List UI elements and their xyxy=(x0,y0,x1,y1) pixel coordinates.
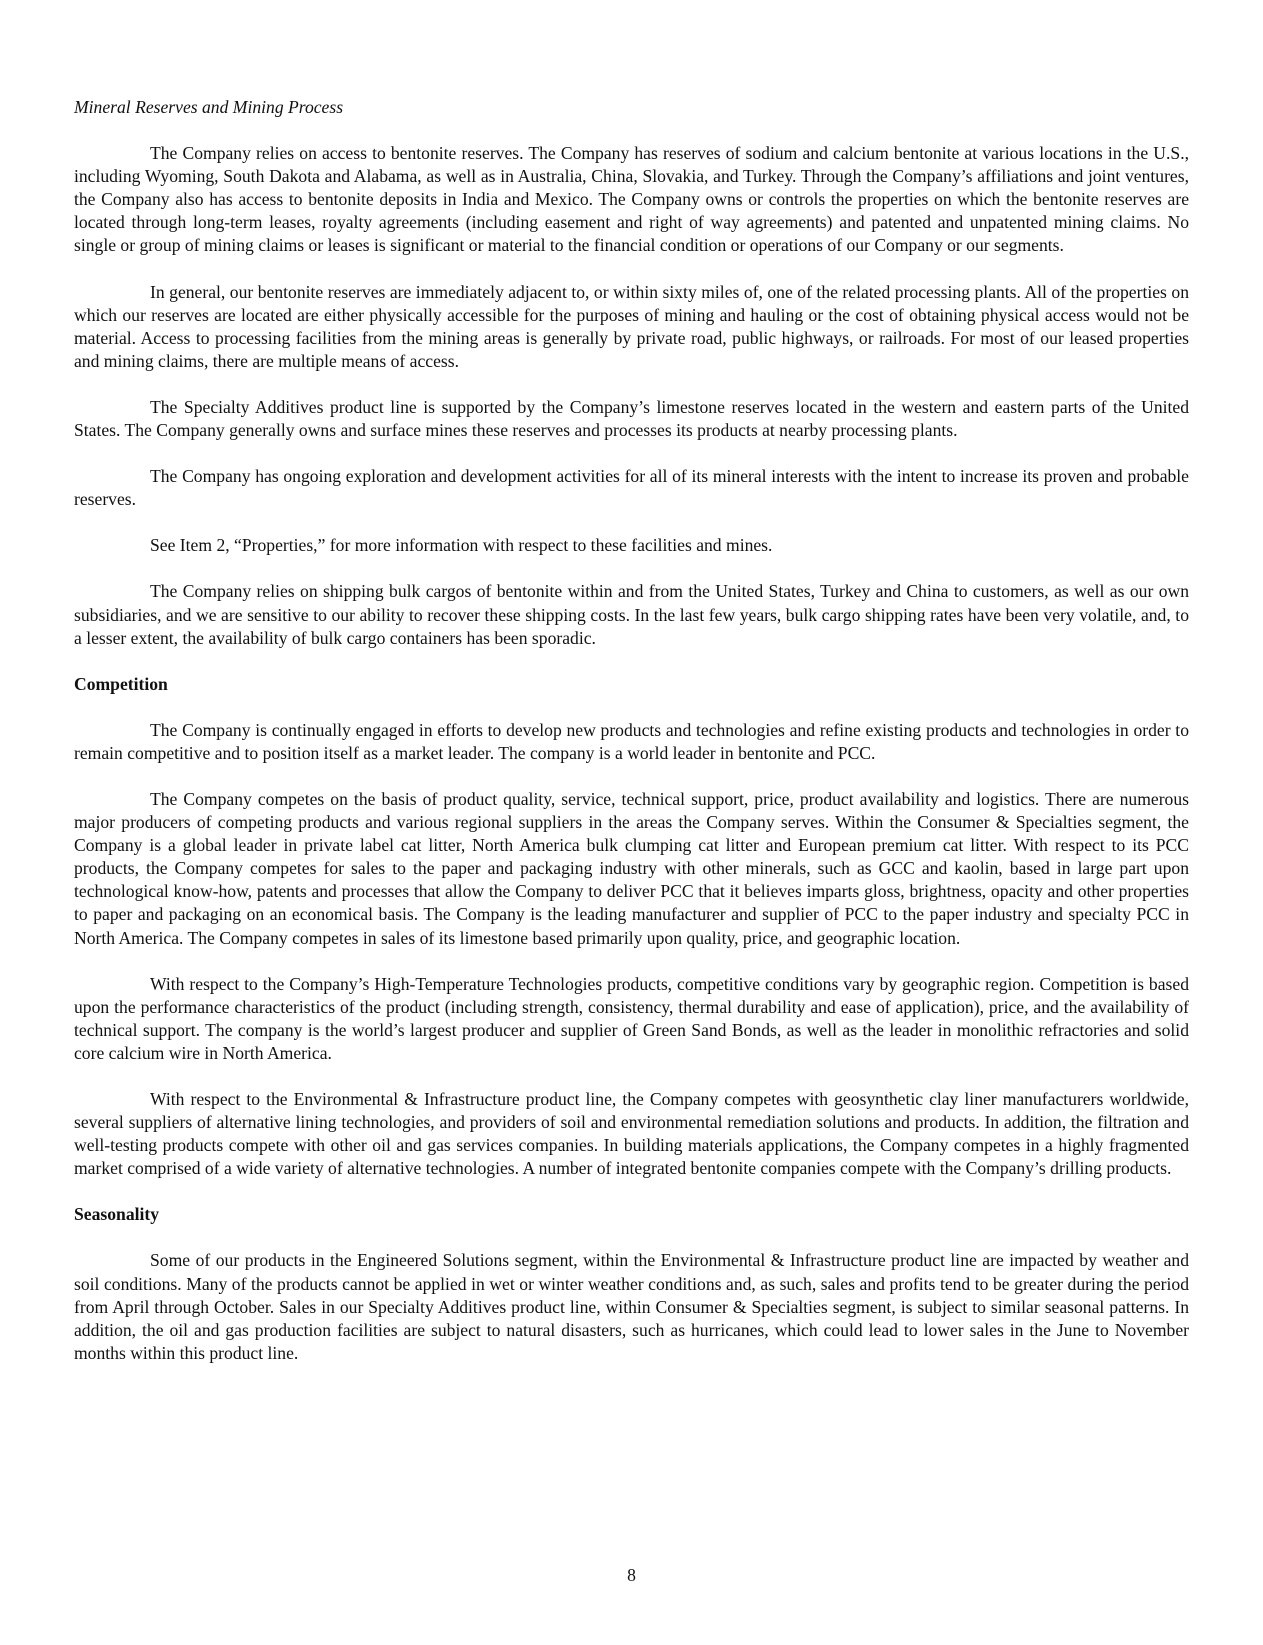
section-heading-competition: Competition xyxy=(74,673,168,694)
paragraph-competition-efforts: The Company is continually engaged in efforts to develop new products and technologies and refine existing products and technologies in order to remain competitive and to position itself as a market leader. The company is a world leader in bentonite and PCC. xyxy=(74,719,1189,763)
paragraph-competition-basis: The Company competes on the basis of product quality, service, technical support, price, product availability and logistics. There are numerous major producers of competing products and various regional suppliers in the areas the Company serves. Within the Consumer & Specialties segment, the Company is a global leader in private label cat litter, North America bulk clumping cat litter and European premium cat litter. With respect to its PCC products, the Company competes for sales to the paper and packaging industry with other minerals, such as GCC and kaolin, based in large part upon technological know-how, patents and processes that allow the Company to deliver PCC that it believes imparts gloss, brightness, opacity and other properties to paper and packaging on an economical basis. The Company is the leading manufacturer and supplier of PCC to the paper industry and specialty PCC in North America. The Company competes in sales of its limestone based primarily upon quality, price, and geographic location. xyxy=(74,788,1189,948)
paragraph-bentonite-reserves: The Company relies on access to bentonite reserves. The Company has reserves of sodium and calcium bentonite at various locations in the U.S., including Wyoming, South Dakota and Alabama, as well as in Australia, China, Slovakia, and Turkey. Through the Company’s affiliations and joint ventures, the Company also has access to bentonite deposits in India and Mexico. The Company owns or controls the properties on which the bentonite reserves are located through long-term leases, royalty agreements (including easement and right of way agreements) and patented and unpatented mining claims. No single or group of mining claims or leases is significant or material to the financial condition or operations of our Company or our segments. xyxy=(74,143,1189,256)
section-heading-seasonality: Seasonality xyxy=(74,1204,160,1225)
paragraph-limestone-reserves: The Specialty Additives product line is supported by the Company’s limestone reserves located in the western and eastern parts of the United States. The Company generally owns and surface mines these reserves and processes its products at nearby processing plants. xyxy=(74,396,1189,441)
paragraph-seasonality: Some of our products in the Engineered Solutions segment, within the Environmental & Infrastructure product line are impacted by weather and soil conditions. Many of the products cannot be applied in wet or winter weather conditions and, as such, sales and profits tend to be greater during the period from April through October. Sales in our Specialty Additives product line, within Consumer & Specialties segment, is subject to similar seasonal patterns. In addition, the oil and gas production facilities are subject to natural disasters, such as hurricanes, which could lead to lower sales in the June to November months within this product line. xyxy=(74,1250,1189,1363)
paragraph-exploration: The Company has ongoing exploration and development activities for all of its mineral interests with the intent to increase its proven and probable reserves. xyxy=(74,466,1189,510)
page-number: 8 xyxy=(627,1565,636,1585)
paragraph-environmental-infrastructure: With respect to the Environmental & Infrastructure product line, the Company competes with geosynthetic clay liner manufacturers worldwide, several suppliers of alternative lining technologies, and providers of soil and environmental remediation solutions and products. In addition, the filtration and well-testing products compete with other oil and gas services companies. In building materials applications, the Company competes in a highly fragmented market comprised of a wide variety of alternative technologies. A number of integrated bentonite companies compete with the Company’s drilling products. xyxy=(74,1089,1189,1179)
paragraph-high-temperature: With respect to the Company’s High-Temperature Technologies products, competitive conditions vary by geographic region. Competition is based upon the performance characteristics of the product (including strength, consistency, thermal durability and ease of application), price, and the availability of technical support. The company is the world’s largest producer and supplier of Green Sand Bonds, as well as the leader in monolithic refractories and solid core calcium wire in North America. xyxy=(74,973,1189,1063)
paragraph-see-item-2: See Item 2, “Properties,” for more information with respect to these facilities and mines. xyxy=(150,535,773,556)
document-page xyxy=(74,96,1189,1388)
section-heading-mineral-reserves: Mineral Reserves and Mining Process xyxy=(74,97,344,117)
paragraph-shipping: The Company relies on shipping bulk cargos of bentonite within and from the United States, Turkey and China to customers, as well as our own subsidiaries, and we are sensitive to our ability to recover these shipping costs. In the last few years, bulk cargo shipping rates have been very volatile, and, to a lesser extent, the availability of bulk cargo containers has been sporadic. xyxy=(74,581,1189,648)
paragraph-reserve-access: In general, our bentonite reserves are immediately adjacent to, or within sixty miles of, one of the related processing plants. All of the properties on which our reserves are located are either physically accessible for the purposes of mining and hauling or the cost of obtaining physical access would not be material. Access to processing facilities from the mining areas is generally by private road, public highways, or railroads. For most of our leased properties and mining claims, there are multiple means of access. xyxy=(74,281,1189,371)
